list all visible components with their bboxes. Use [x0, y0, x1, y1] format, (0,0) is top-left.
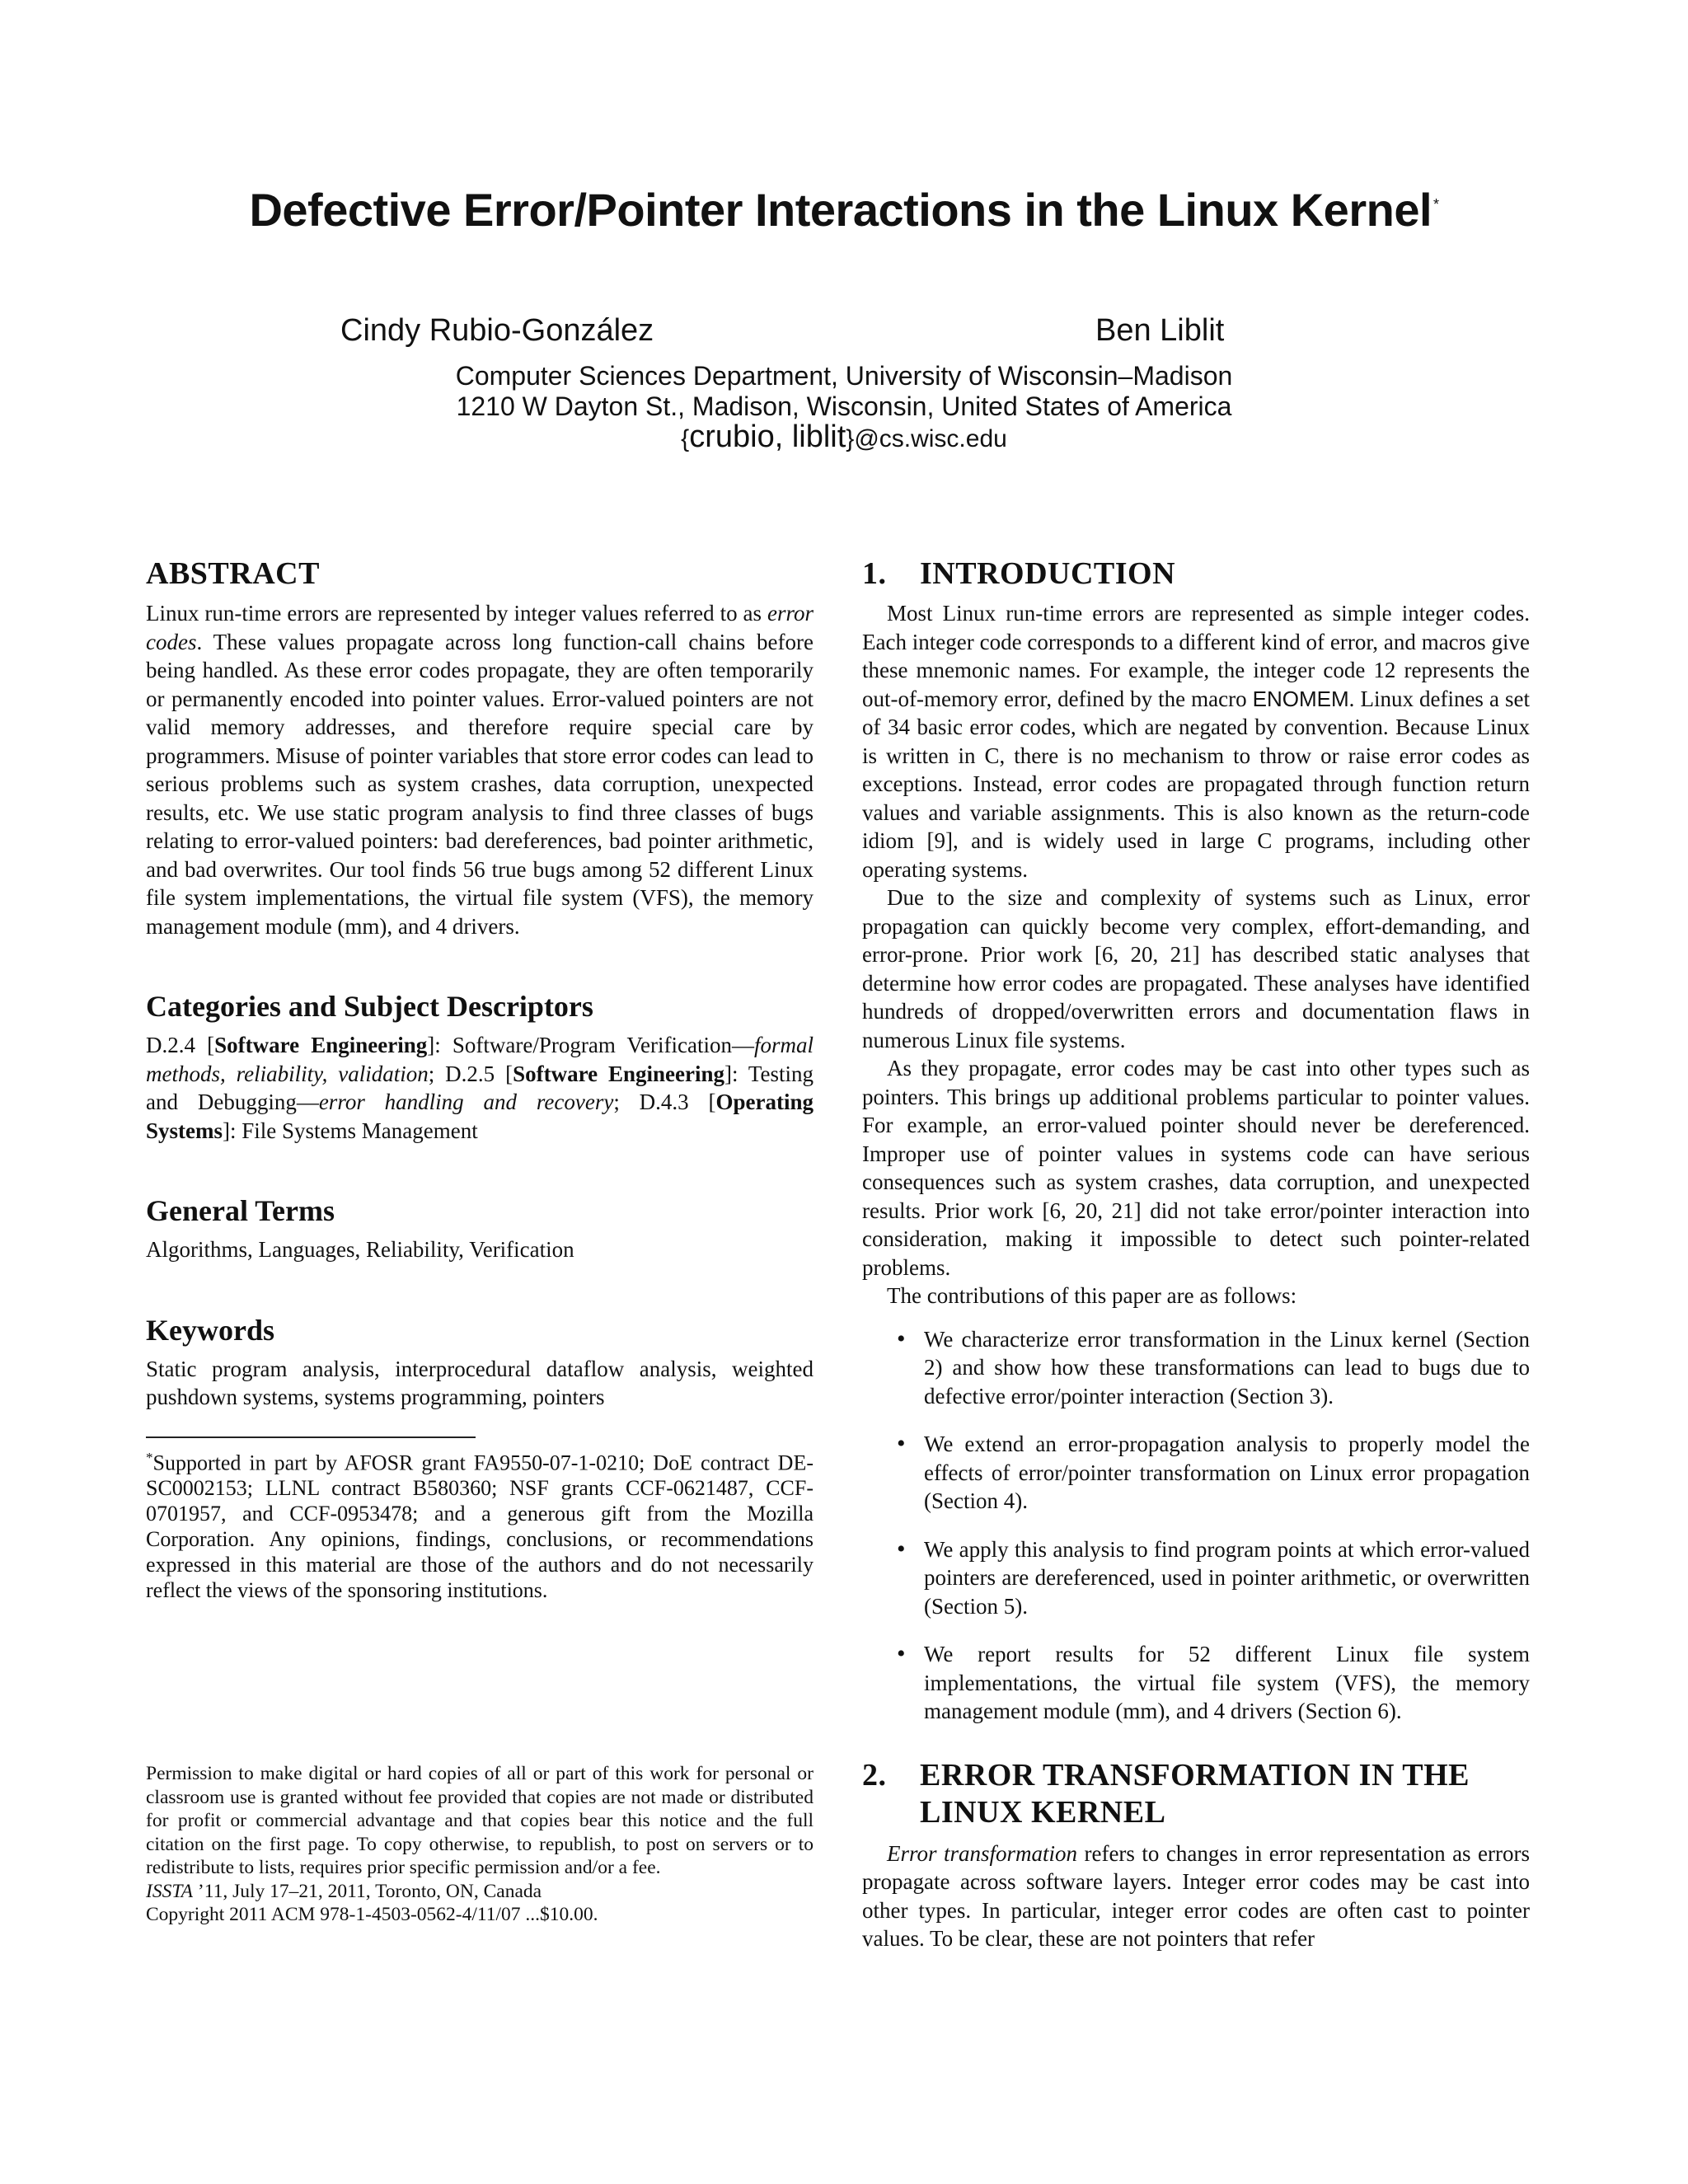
footnote-mark: * — [146, 1449, 153, 1465]
venue-details: ’11, July 17–21, 2011, Toronto, ON, Canada — [193, 1880, 542, 1902]
email-brace-open: { — [681, 425, 690, 452]
section-2-paragraph — [862, 1840, 1530, 1953]
intro-paragraph: Due to the size and complexity of systems such as Linux, error propagation can quickly become very complex, effort-demanding, and error-prone. Prior work [6, 20, 21] has described static analyses that determine how error codes are propagated. These analyses have identified hundreds of dropped/overwritten errors and documentation flaws in numerous Linux file systems. — [862, 885, 1530, 1052]
right-column — [862, 556, 1530, 1953]
intro-text-part: Most Linux run-time errors are represented as simple integer codes. Each integer code corresponds to a different kind of error, and macros give these mnemonic names. For example, the integer code 12 represents the out-of-memory error, defined by the macro — [862, 601, 1530, 711]
email-users: crubio, liblit — [689, 419, 846, 454]
contributions-list — [862, 1325, 1530, 1726]
abstract-text-part: Linux run-time errors are represented by integer values referred to as — [146, 601, 767, 626]
venue-line — [146, 1880, 814, 1904]
affiliation-line: 1210 W Dayton St., Madison, Wisconsin, United States of America — [456, 391, 1232, 421]
footnote-divider — [146, 1436, 476, 1438]
section-title: INTRODUCTION — [920, 556, 1176, 591]
category-terms: formal methods, reliability, validation — [146, 1033, 814, 1086]
section-number: 2. — [862, 1757, 887, 1793]
list-item: • We extend an error-propagation analysis to properly model the effects of error/pointer transformation on Linux error propagation (Section 4). — [862, 1430, 1530, 1516]
categories-part: ; D.4.3 [ — [613, 1090, 716, 1114]
section-2 — [862, 1757, 1530, 1953]
email-brace-close: } — [846, 425, 855, 452]
general-terms-heading: General Terms — [146, 1194, 335, 1227]
venue-name: ISSTA — [146, 1880, 194, 1902]
intro-paragraph — [862, 599, 1530, 883]
section-2-text: refers to changes in error representation as errors propagate across software layers. Integer error codes may be cast into other types. In particular, integer error codes are often cast to pointer values. To be clear, these are not pointers that refer — [862, 1840, 1530, 1951]
keywords-heading: Keywords — [146, 1313, 274, 1347]
category-name: Software Engineering — [214, 1033, 428, 1057]
abstract-term: error codes — [146, 601, 814, 654]
section-title: ERROR TRANSFORMATION IN THE — [920, 1757, 1470, 1793]
author-list — [0, 313, 1688, 354]
copyright-line: Copyright 2011 ACM 978-1-4503-0562-4/11/07 ...$10.00. — [146, 1904, 598, 1925]
section-2-heading — [862, 1757, 1530, 1831]
categories-part: ]: File Systems Management — [223, 1118, 478, 1143]
section-number: 1. — [862, 556, 887, 591]
list-item: • We characterize error transformation in the Linux kernel (Section 2) and show how these transformations can lead to bugs due to defective error/pointer interaction (Section 3). — [862, 1325, 1530, 1411]
footnote-text: Supported in part by AFOSR grant FA9550-07-1-0210; DoE contract DE-SC0002153; LLNL contract B580360; NSF grants CCF-0621487, CCF-0701957, and CCF-0953478; and a generous gift from the Mozilla Corporation. Any opinions, findings, conclusions, or recommendations expressed in this material are those of the authors and do not necessarily reflect the views of the sponsoring institutions. — [146, 1451, 814, 1603]
macro-name: ENOMEM — [1252, 686, 1349, 711]
abstract-heading: ABSTRACT — [146, 556, 320, 591]
abstract-text-part: . These values propagate across long function-call chains before being handled. As these error codes propagate, they are often temporarily or permanently encoded into pointer values. Error-valued pointers are not valid memory addresses, and therefore require special care by programmers. Misuse of pointer variables that store error codes can lead to serious problems such as system crashes, data corruption, unexpected results, etc. We use static program analysis to find three classes of bugs relating to error-valued pointers: bad dereferences, bad pointer arithmetic, and bad overwrites. Our tool finds 56 true bugs among 52 different Linux file system implementations, the virtual file system (VFS), the memory management module (mm), and 4 drivers. — [146, 629, 814, 939]
categories-part: D.2.4 [ — [146, 1033, 215, 1057]
general-terms-text: Algorithms, Languages, Reliability, Verification — [146, 1237, 574, 1262]
abstract-text — [146, 599, 814, 940]
affiliation — [0, 361, 1688, 454]
title-footnote-mark: * — [1433, 196, 1439, 213]
affiliation-line: Computer Sciences Department, University of Wisconsin–Madison — [455, 361, 1233, 391]
categories-text — [146, 1031, 814, 1145]
list-item: • We report results for 52 different Linux file system implementations, the virtual file system (VFS), the memory management module (mm), and 4 drivers (Section 6). — [862, 1640, 1530, 1726]
section-title-continued: LINUX KERNEL — [920, 1794, 1166, 1830]
left-column — [146, 556, 814, 1603]
permission-text: Permission to make digital or hard copies of all or part of this work for personal or classroom use is granted without fee provided that copies are not made or distributed for profit or commercial advantage and that copies bear this notice and the full citation on the first page. To copy otherwise, to republish, to post on servers or to redistribute to lists, requires prior specific permission and/or a fee. — [146, 1763, 814, 1878]
paper-title — [0, 183, 1688, 237]
intro-heading — [862, 556, 1530, 591]
paper-title-text: Defective Error/Pointer Interactions in the Linux Kernel — [249, 184, 1432, 236]
author-name: Ben Liblit — [1095, 313, 1225, 348]
author-name: Cindy Rubio-González — [340, 313, 654, 348]
category-name: Software Engineering — [513, 1061, 724, 1086]
categories-heading: Categories and Subject Descriptors — [146, 990, 593, 1023]
category-terms: error handling and recovery — [318, 1090, 614, 1114]
keywords-text: Static program analysis, interprocedural dataflow analysis, weighted pushdown systems, systems programming, pointers — [146, 1356, 814, 1409]
categories-part: ]: Testing and Debugging— — [146, 1061, 814, 1114]
categories-part: ; D.2.5 [ — [428, 1061, 513, 1086]
category-name: Operating Systems — [146, 1090, 814, 1143]
categories-part: ]: Software/Program Verification— — [427, 1033, 754, 1057]
email-domain: @cs.wisc.edu — [854, 425, 1007, 452]
intro-paragraph: As they propagate, error codes may be cast into other types such as pointers. This brings up additional problems particular to pointer values. For example, an error-valued pointer should never be dereferenced. Improper use of pointer values in systems code can have serious consequences such as system crashes, data corruption, and unexpected results. Prior work [6, 20, 21] did not take error/pointer interaction into consideration, making it impossible to detect such pointer-related problems. — [862, 1056, 1530, 1280]
intro-paragraph: The contributions of this paper are as follows: — [887, 1283, 1297, 1308]
funding-footnote — [146, 1445, 814, 1604]
permission-notice — [146, 1762, 814, 1927]
intro-text-part: . Linux defines a set of 34 basic error codes, which are negated by convention. Because Linux is written in C, there is no mechanism to throw or raise error codes as exceptions. Instead, error codes are propagated through function return values and variable assignments. This is also known as the return-code idiom [9], and is widely used in large C programs, including other operating systems. — [862, 686, 1530, 882]
author-emails — [0, 419, 1688, 454]
list-item: • We apply this analysis to find program points at which error-valued pointers are dereferenced, used in pointer arithmetic, or overwritten (Section 5). — [862, 1535, 1530, 1621]
defined-term: Error transformation — [887, 1840, 1078, 1866]
